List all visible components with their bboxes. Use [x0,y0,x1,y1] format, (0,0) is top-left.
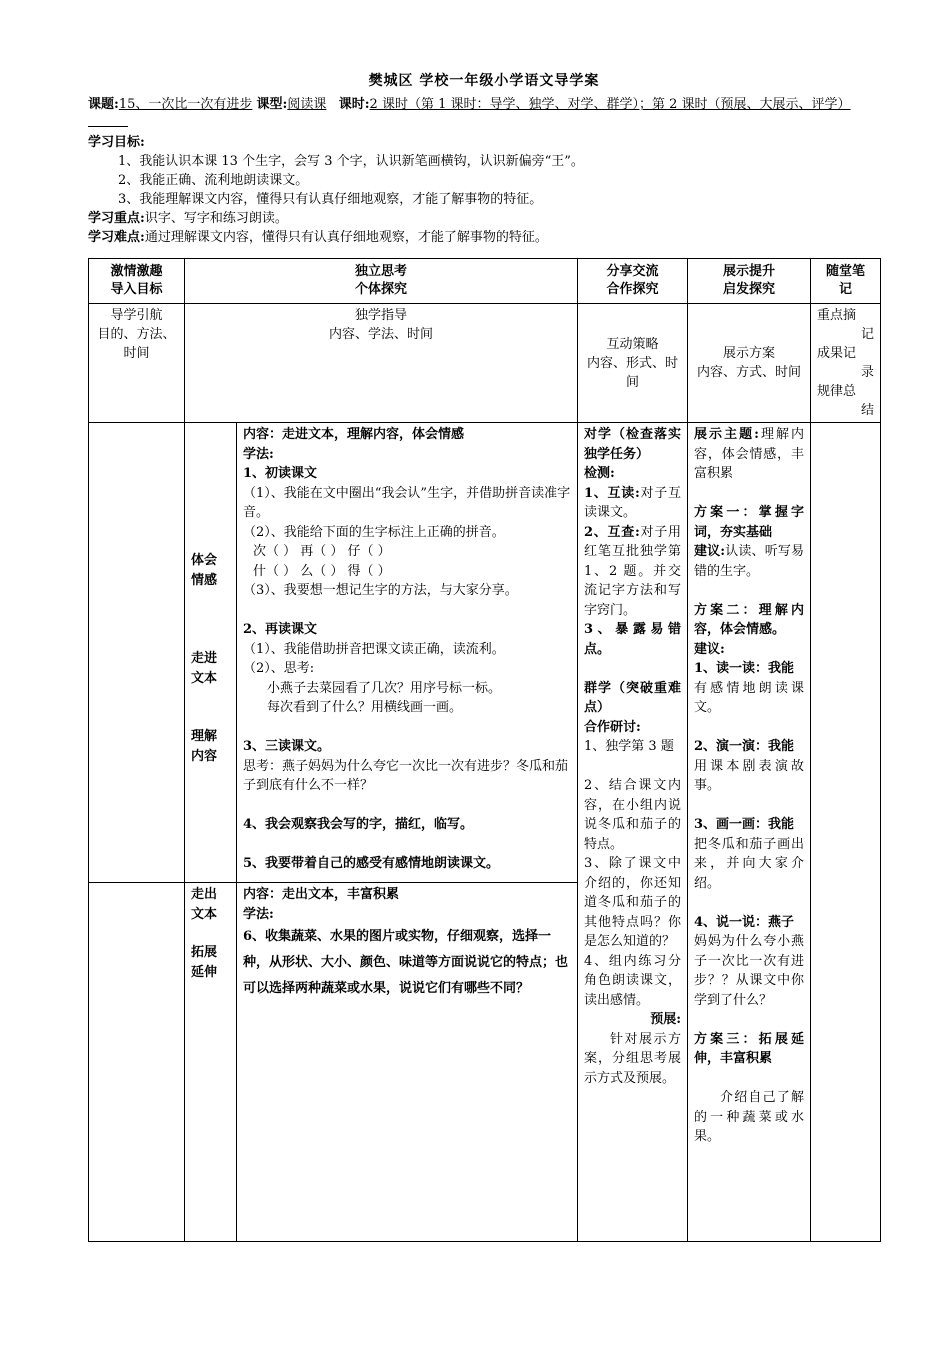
goal-item: 3、我能理解课文内容，懂得只有认真仔细地观察，才能了解事物的特征。 [118,192,543,207]
key-points: 学习重点:识字、写字和练习朗读。 [88,211,288,226]
show-cell: 展示主题:理解内容，体会情感，丰富积累 方案一：掌握字词，夯实基础 建议:认读、听写易错的生字。 方案二：理解内容，体会情感。 建议: 1、读一读：我能 有感情地朗读课文。 2、演一演：我能 用课本剧表演故事。 3、画一画：我能 把冬瓜和茄子画出来，并向大家介绍。 4、说一说：燕子 妈妈为什么夸小燕子一次比一次有进步？？从课文中你学到了什么？ 方案三：拓展延伸，丰富积累 介绍自己了解的一种蔬菜或水果。 [688,423,811,1242]
hours-value: 2 课时（第 1 课时：导学、独学、对学、群学）；第 2 课时（预展、大展示、评学） [369,97,851,112]
goals-label: 学习目标: [88,135,145,150]
side-label-cell: 走出 文本 拓展 延伸 [185,883,237,1242]
header-cell: 独立思考 个体探究 [185,259,578,304]
lesson-table [88,258,881,1242]
topic-label: 课题: [88,97,119,112]
guide-cell: 内容：走进文本，理解内容，体会情感 学法: 1、初读课文 （1）、我能在文中圈出“我会认”生字，并借助拼音读准字音。 （2）、我能给下面的生字标注上正确的拼音。 次（ ） 再（ ） 仔（ ） 什（ ） 么（ ） 得（ ） （3）、我要想一想记生字的方法，与大家分享。 2、再读课文 （1）、我能借助拼音把课文读正确，读流利。 （2）、思考: 小燕子去菜园看了几次？用序号标一标。 每次看到了什么？用横线画一画。 3、三读课文。 思考：燕子妈妈为什么夸它一次比一次有进步？冬瓜和茄子到底有什么不一样？ 4、我会观察我会写的字，描红，临写。 5、我要带着自己的感受有感情地朗读课文。 [237,423,578,883]
blank-line [88,114,128,127]
hours-label: 课时: [338,97,370,112]
notes-cell [811,423,881,1242]
header-cell: 随堂笔 记 [811,259,881,304]
page-title: 樊城区 学校一年级小学语文导学案 [368,73,600,89]
document-header [88,70,880,247]
type-label: 课型: [256,97,288,112]
table-header-row [89,259,881,304]
difficulties: 学习难点:通过理解课文内容，懂得只有认真仔细地观察，才能了解事物的特征。 [88,230,548,245]
side-label-cell: 体会 情感 走进 文本 理解 内容 [185,423,237,883]
subheader-cell: 重点摘 记 成果记 录 规律总 结 [811,304,881,423]
goal-item: 2、我能正确、流利地朗读课文。 [118,173,309,188]
share-cell: 对学（检查落实独学任务） 检测: 1、互读:对子互读课文。 2、互查:对子用红笔互批独学第 1、2 题。并交流记字方法和写字窍门。 3、暴露易错点。 群学（突破重难点） 合作研讨: 1、独学第 3 题 2、结合课文内容，在小组内说说冬瓜和茄子的特点。 3、除了课文中介绍的，你还知道冬瓜和茄子的其他特点吗？你是怎么知道的？ 4、组内练习分角色朗读课文，读出感情。 预展: 针对展示方案，分组思考展示方式及预展。 [578,423,688,1242]
subheader-cell: 展示方案 内容、方式、时间 [688,304,811,423]
intro-cell [89,423,185,883]
topic-value: 15、一次比一次有进步 [118,97,253,112]
goal-item: 1、我能认识本课 13 个生字，会写 3 个字，认识新笔画横钩，认识新偏旁“王”。 [118,154,584,169]
subheader-cell: 独学指导 内容、学法、时间 [185,304,578,423]
table-row [89,423,881,883]
header-cell: 展示提升 启发探究 [688,259,811,304]
type-value: 阅读课 [287,97,327,112]
table-subheader-row [89,304,881,423]
guide-cell: 内容：走出文本，丰富积累 学法: 6、收集蔬菜、水果的图片或实物，仔细观察，选择一种，从形状、大小、颜色、味道等方面说说它的特点；也可以选择两种蔬菜或水果，说说它们有哪些不同？ [237,883,578,1242]
lesson-meta [88,96,880,133]
header-cell: 分享交流 合作探究 [578,259,688,304]
header-cell: 激情激趣 导入目标 [89,259,185,304]
subheader-cell: 导学引航 目的、方法、 时间 [89,304,185,423]
intro-cell [89,883,185,1242]
subheader-cell: 互动策略 内容、形式、时 间 [578,304,688,423]
